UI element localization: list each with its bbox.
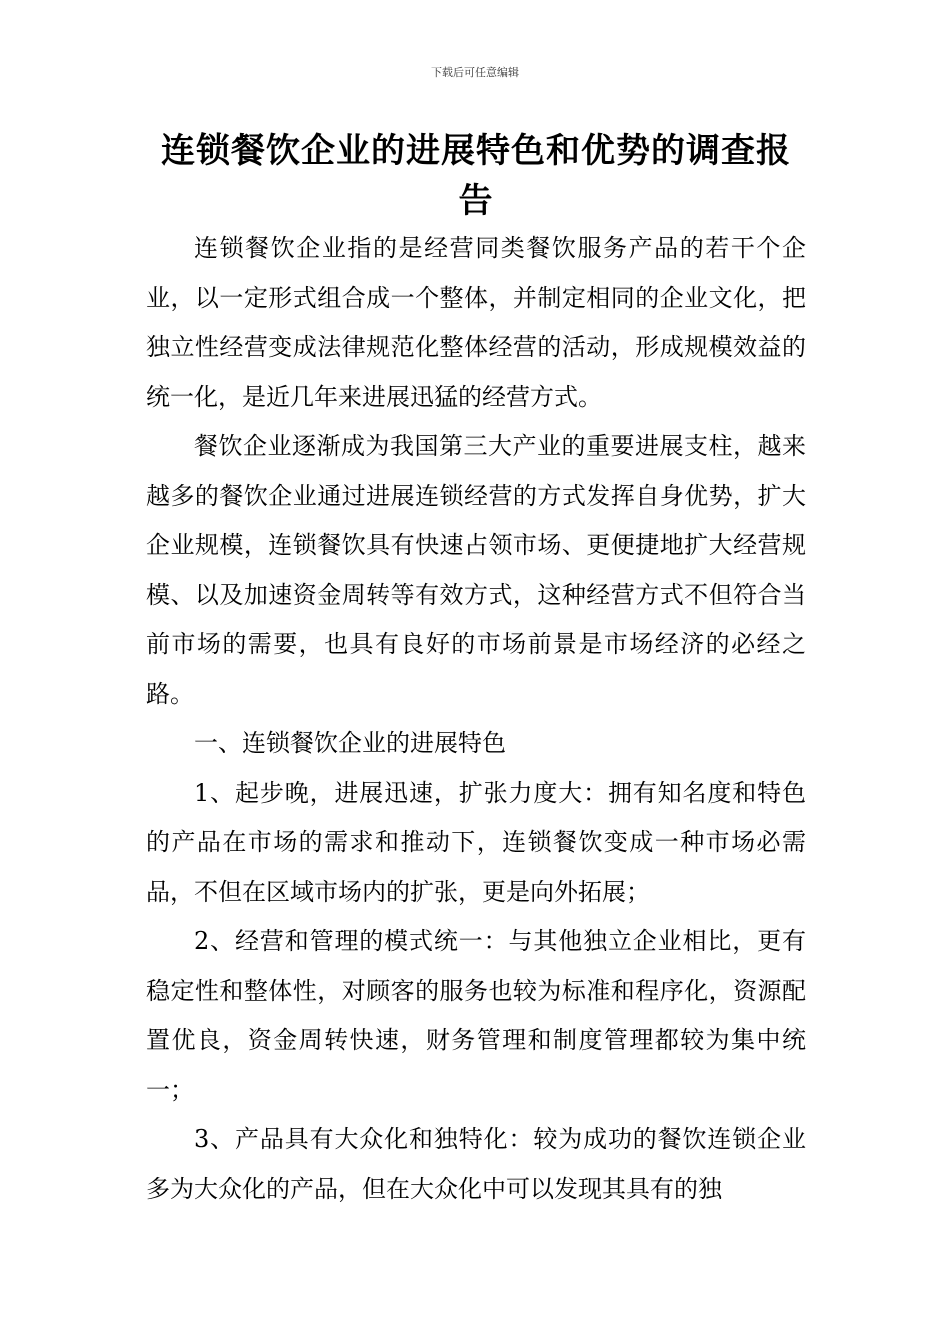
paragraph-point-2: 2、经营和管理的模式统一：与其他独立企业相比，更有稳定性和整体性，对顾客的服务也较为标准和程序化，资源配置优良，资金周转快速，财务管理和制度管理都较为集中统一；: [146, 927, 806, 1104]
paragraph-intro: 连锁餐饮企业指的是经营同类餐饮服务产品的若干个企业，以一定形式组合成一个整体，并制定相同的企业文化，把独立性经营变成法律规范化整体经营的活动，形成规模效益的统一化，是近几年来进展迅猛的经营方式。: [146, 234, 806, 411]
document-body: [146, 224, 806, 1214]
paragraph-point-3: 3、产品具有大众化和独特化：较为成功的餐饮连锁企业多为大众化的产品，但在大众化中可以发现其具有的独: [146, 1125, 806, 1203]
section-heading: 一、连锁餐饮企业的进展特色: [194, 729, 506, 757]
header-note: 下载后可任意编辑: [431, 66, 519, 79]
paragraph-point-1: 1、起步晚，进展迅速，扩张力度大：拥有知名度和特色的产品在市场的需求和推动下，连锁餐饮变成一种市场必需品，不但在区域市场内的扩张，更是向外拓展；: [146, 778, 806, 906]
document-title: 连锁餐饮企业的进展特色和优势的调查报告: [161, 131, 791, 221]
paragraph-background: 餐饮企业逐渐成为我国第三大产业的重要进展支柱，越来越多的餐饮企业通过进展连锁经营的方式发挥自身优势，扩大企业规模，连锁餐饮具有快速占领市场、更便捷地扩大经营规模、以及加速资金周转等有效方式，这种经营方式不但符合当前市场的需要，也具有良好的市场前景是市场经济的必经之路。: [146, 432, 806, 708]
